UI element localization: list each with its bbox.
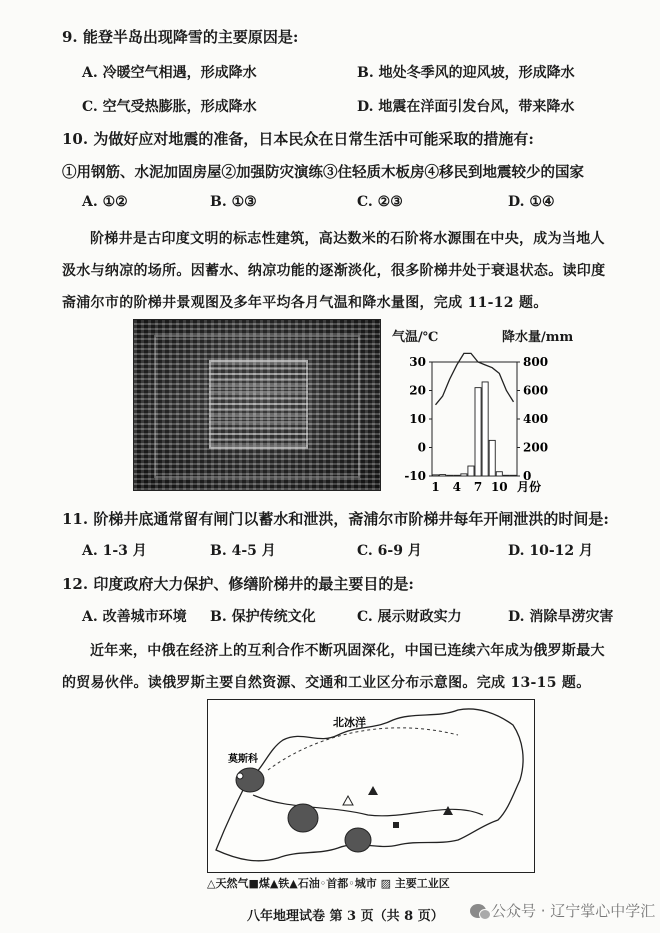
temp-tick-label: 10	[409, 412, 426, 426]
precip-bar	[440, 475, 446, 476]
precip-tick-label: 0	[523, 469, 532, 483]
temperature-line	[436, 353, 514, 404]
precip-tick-label: 800	[523, 355, 549, 369]
intro-13-15-line-2: 的贸易伙伴。读俄罗斯主要自然资源、交通和工业区分布示意图。完成 13-15 题。	[62, 675, 591, 691]
q10-option-b: B. ①③	[210, 194, 257, 210]
precip-bar	[454, 475, 460, 476]
q12-option-c: C. 展示财政实力	[357, 609, 462, 625]
precip-axis-title: 降水量/mm	[502, 330, 574, 345]
month-tick-label: 1	[431, 480, 440, 494]
watermark	[470, 900, 655, 921]
temp-axis-title: 气温/℃	[392, 330, 439, 345]
q9-option-b: B. 地处冬季风的迎风坡，形成降水	[357, 65, 575, 81]
temp-tick-label: 0	[417, 440, 426, 455]
q11-option-c: C. 6-9 月	[357, 543, 422, 559]
temp-tick-label: 20	[409, 383, 426, 398]
page-footer: 八年地理试卷 第 3 页（共 8 页）	[247, 909, 444, 924]
ocean-label: 北冰洋	[333, 716, 366, 729]
precip-bar	[489, 440, 495, 476]
q9-option-a: A. 冷暖空气相遇，形成降水	[82, 65, 257, 81]
city-label-moscow: 莫斯科	[228, 754, 258, 765]
intro-11-12-line-1: 阶梯井是古印度文明的标志性建筑，高达数米的石阶将水源围在中央，成为当地人	[90, 231, 605, 247]
precip-tick-label: 600	[523, 383, 549, 398]
month-tick-label: 4	[452, 480, 461, 494]
precip-bar	[468, 466, 474, 476]
stepwell-pavilion	[209, 360, 308, 449]
iron-symbol	[443, 806, 453, 815]
oil-symbol	[368, 786, 378, 795]
q9-stem: 9. 能登半岛出现降雪的主要原因是:	[62, 28, 299, 46]
q11-option-a: A. 1-3 月	[82, 543, 147, 559]
q11-option-b: B. 4-5 月	[210, 543, 276, 559]
industrial-area-urals	[288, 804, 318, 832]
map-legend: △天然气■煤▲铁▲石油◦首都◦城市 ▨ 主要工业区	[207, 877, 450, 890]
q9-option-d: D. 地震在洋面引发台风，带来降水	[357, 99, 575, 115]
capital-symbol	[237, 773, 243, 779]
precip-tick-label: 400	[523, 412, 549, 426]
q10-stem: 10. 为做好应对地震的准备，日本民众在日常生活中可能采取的措施有:	[62, 130, 534, 148]
precip-bar	[503, 475, 509, 476]
watermark-text: 公众号 · 辽宁掌心中学汇	[491, 902, 656, 920]
precip-bar	[496, 472, 502, 476]
northern-sea-route	[268, 728, 458, 770]
climate-chart	[392, 326, 582, 496]
intro-11-12-line-2: 汲水与纳凉的场所。因蓄水、纳凉功能的逐渐淡化，很多阶梯井处于衰退状态。读印度	[62, 263, 606, 279]
q12-option-d: D. 消除旱涝灾害	[508, 609, 614, 625]
q10-measures: ①用钢筋、水泥加固房屋②加强防灾演练③住轻质木板房④移民到地震较少的国家	[62, 164, 584, 181]
intro-11-12-line-3: 斋浦尔市的阶梯井景观图及多年平均各月气温和降水量图，完成 11-12 题。	[62, 295, 548, 311]
precip-bar	[475, 388, 481, 476]
russia-map	[207, 699, 535, 873]
q10-option-a: A. ①②	[82, 194, 128, 210]
intro-13-15-line-1: 近年来，中俄在经济上的互利合作不断巩固深化，中国已连续六年成为俄罗斯最大	[90, 643, 605, 659]
industrial-area-siberia	[345, 828, 371, 852]
month-tick-label: 月份	[516, 480, 542, 494]
precip-bar	[447, 475, 453, 476]
temp-tick-label: -10	[404, 469, 426, 483]
coal-symbol	[393, 822, 399, 828]
plot-frame	[432, 362, 517, 476]
q9-option-c: C. 空气受热膨胀，形成降水	[82, 99, 257, 115]
q12-option-a: A. 改善城市环境	[82, 609, 187, 625]
russia-map-svg	[208, 700, 534, 872]
q12-option-b: B. 保护传统文化	[210, 609, 316, 625]
industrial-area-moscow	[236, 768, 264, 792]
precip-bar	[433, 475, 439, 476]
temp-tick-label: 30	[409, 355, 426, 369]
q10-option-d: D. ①④	[508, 194, 555, 210]
q11-stem: 11. 阶梯井底通常留有闸门以蓄水和泄洪，斋浦尔市阶梯井每年开闸泄洪的时间是:	[62, 510, 609, 528]
month-tick-label: 10	[490, 480, 508, 494]
precip-bar	[482, 382, 488, 476]
month-tick-label: 7	[473, 480, 483, 494]
wechat-icon	[470, 904, 486, 918]
precip-bar	[510, 475, 516, 476]
precip-bar	[461, 474, 467, 476]
q12-stem: 12. 印度政府大力保护、修缮阶梯井的最主要目的是:	[62, 575, 414, 593]
climate-chart-svg	[392, 326, 582, 496]
q11-option-d: D. 10-12 月	[508, 543, 594, 559]
q10-option-c: C. ②③	[357, 194, 403, 210]
precip-tick-label: 200	[523, 440, 549, 455]
gas-symbol	[343, 796, 353, 805]
stepwell-photo	[133, 319, 381, 491]
